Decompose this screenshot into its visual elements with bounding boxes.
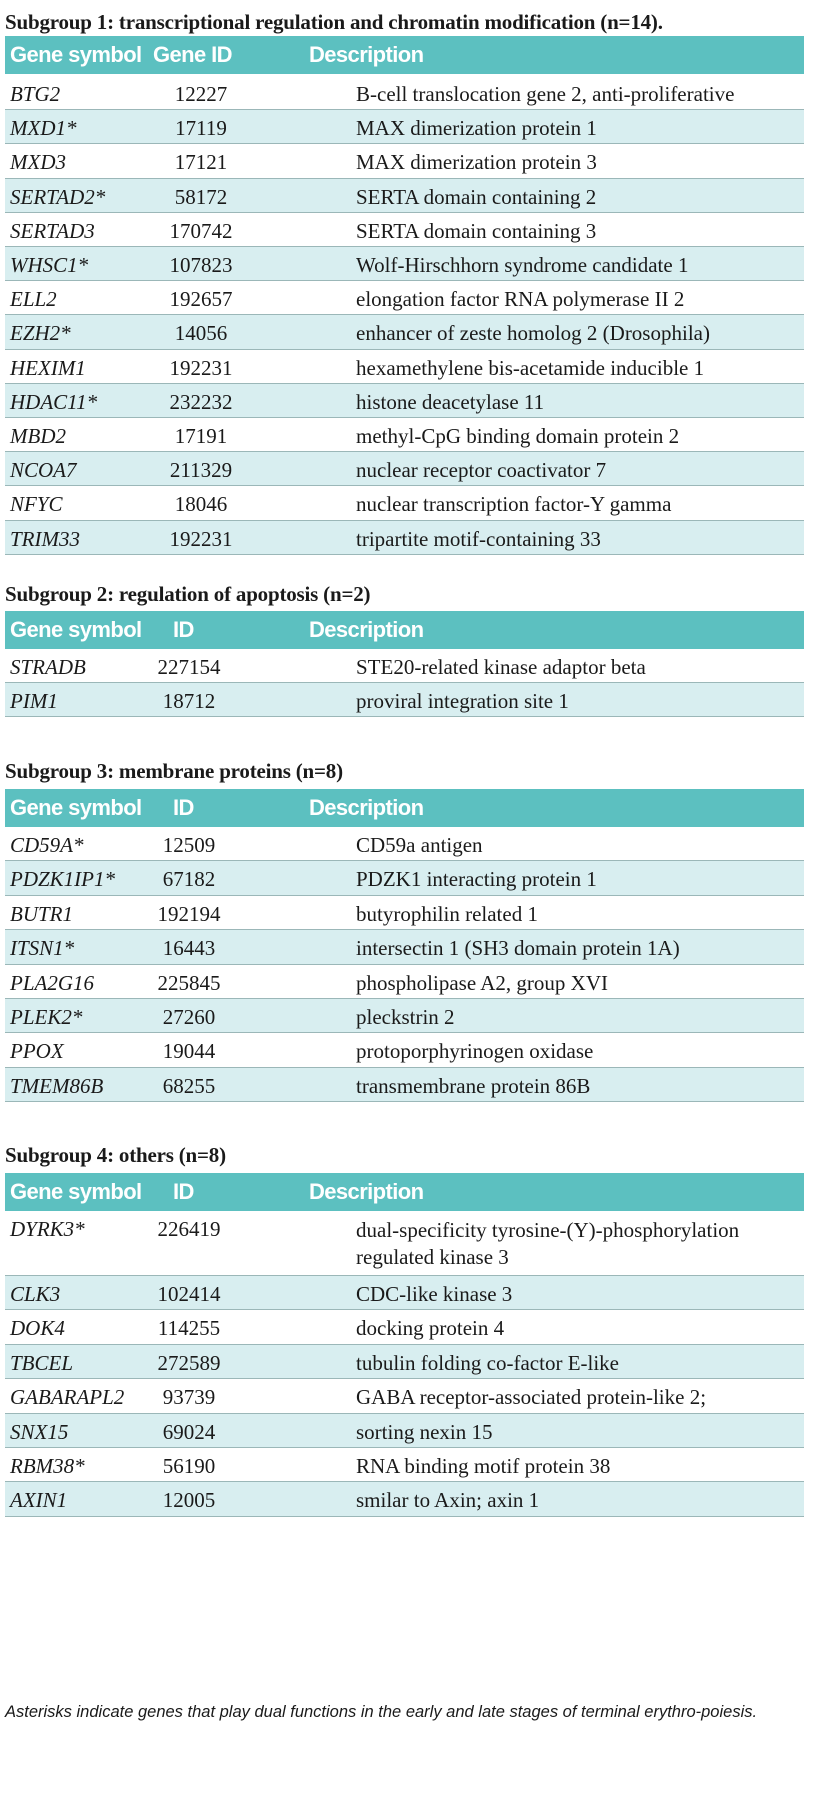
gene-symbol-cell: AXIN1 — [10, 1488, 68, 1513]
gene-id-cell: 192231 — [169, 355, 233, 380]
header-id: ID — [173, 617, 194, 642]
gene-id-cell: 18046 — [174, 492, 228, 517]
header-gene-symbol: Gene symbol — [10, 42, 142, 67]
gene-id-cell: 14056 — [174, 321, 228, 346]
description-cell: methyl-CpG binding domain protein 2 — [356, 424, 680, 448]
gene-id-cell: 69024 — [162, 1419, 216, 1444]
gene-symbol-cell: TBCEL — [10, 1350, 74, 1375]
table-row — [5, 1414, 804, 1448]
table-row — [5, 281, 804, 315]
table-row — [5, 1345, 804, 1379]
gene-symbol-cell: WHSC1* — [10, 253, 89, 277]
gene-symbol-cell: CD59A* — [10, 833, 84, 857]
table-row — [5, 213, 804, 247]
gene-id-cell: 226419 — [157, 1217, 221, 1241]
table-header — [5, 1173, 804, 1211]
gene-symbol-cell: HDAC11* — [10, 389, 98, 414]
table-row — [5, 965, 804, 999]
subgroup-title: Subgroup 4: others (n=8) — [5, 1143, 226, 1167]
gene-id-cell: 56190 — [162, 1454, 216, 1478]
table-row — [5, 827, 804, 861]
gene-id-cell: 58172 — [174, 184, 228, 209]
table-row — [5, 1068, 804, 1102]
gene-symbol-cell: MBD2 — [10, 424, 66, 448]
table-row — [5, 452, 804, 486]
gene-symbol-cell: MXD3 — [10, 150, 66, 175]
gene-symbol-cell: SNX15 — [10, 1419, 69, 1444]
table-row — [5, 1448, 804, 1482]
table-row — [5, 861, 804, 895]
description-cell: enhancer of zeste homolog 2 (Drosophila) — [356, 321, 710, 346]
gene-id-cell: 170742 — [169, 218, 233, 243]
gene-id-cell: 12227 — [174, 82, 228, 106]
gene-id-cell: 192194 — [157, 901, 221, 926]
gene-symbol-cell: SERTAD3 — [10, 218, 95, 243]
table-row — [5, 999, 804, 1033]
table-row — [5, 315, 804, 349]
subgroup-title: Subgroup 1: transcriptional regulation and chromatin modification (n=14). — [5, 10, 663, 34]
header-gene-symbol: Gene symbol — [10, 617, 142, 642]
gene-id-cell: 114255 — [157, 1316, 221, 1341]
gene-symbol-cell: NFYC — [10, 492, 63, 517]
gene-id-cell: 227154 — [157, 655, 221, 679]
table-row — [5, 649, 804, 683]
gene-symbol-cell: PIM1 — [10, 689, 58, 713]
description-cell: phospholipase A2, group XVI — [356, 970, 608, 995]
gene-id-cell: 17191 — [174, 424, 228, 448]
table-header — [5, 789, 804, 827]
description-cell: butyrophilin related 1 — [356, 901, 538, 926]
description-cell: SERTA domain containing 2 — [356, 184, 597, 209]
gene-symbol-cell: BUTR1 — [10, 901, 73, 926]
header-description: Description — [309, 795, 424, 820]
table-row — [5, 521, 804, 555]
gene-id-cell: 17121 — [174, 150, 228, 175]
gene-symbol-cell: PDZK1IP1* — [10, 867, 115, 892]
gene-id-cell: 16443 — [162, 936, 216, 961]
description-cell: MAX dimerization protein 1 — [356, 116, 597, 141]
header-id: ID — [173, 795, 194, 820]
table-row — [5, 930, 804, 964]
table-header — [5, 36, 804, 74]
gene-symbol-cell: PLA2G16 — [10, 970, 94, 995]
description-cell: docking protein 4 — [356, 1316, 505, 1341]
gene-id-cell: 232232 — [169, 389, 233, 414]
header-id: ID — [173, 1179, 194, 1204]
gene-symbol-cell: CLK3 — [10, 1282, 61, 1306]
gene-id-cell: 12005 — [162, 1488, 216, 1513]
header-id: Gene ID — [153, 42, 232, 67]
description-cell: MAX dimerization protein 3 — [356, 150, 597, 175]
footnote: Asterisks indicate genes that play dual functions in the early and late stages of terminal erythro-poiesis. — [5, 1703, 758, 1721]
gene-id-cell: 272589 — [157, 1350, 221, 1375]
table-row — [5, 1276, 804, 1310]
table-row — [5, 1482, 804, 1516]
description-cell: Wolf-Hirschhorn syndrome candidate 1 — [356, 253, 689, 277]
header-description: Description — [309, 42, 424, 67]
gene-symbol-cell: DYRK3* — [10, 1217, 85, 1241]
description-cell: STE20-related kinase adaptor beta — [356, 655, 646, 679]
gene-id-cell: 93739 — [162, 1385, 216, 1410]
table-row — [5, 683, 804, 717]
gene-symbol-cell: HEXIM1 — [10, 355, 86, 380]
subgroup-title: Subgroup 3: membrane proteins (n=8) — [5, 759, 343, 783]
description-cell: transmembrane protein 86B — [356, 1073, 591, 1098]
table-row — [5, 247, 804, 281]
gene-symbol-cell: BTG2 — [10, 82, 61, 106]
gene-id-cell: 225845 — [157, 970, 221, 995]
gene-symbol-cell: STRADB — [10, 655, 86, 679]
table-row — [5, 384, 804, 418]
description-cell: elongation factor RNA polymerase II 2 — [356, 287, 685, 312]
gene-symbol-cell: EZH2* — [10, 321, 71, 346]
header-description: Description — [309, 617, 424, 642]
table-row — [5, 144, 804, 178]
gene-symbol-cell: MXD1* — [10, 116, 77, 141]
gene-symbol-cell: TMEM86B — [10, 1073, 104, 1098]
table-row — [5, 418, 804, 452]
gene-id-cell: 102414 — [157, 1282, 221, 1306]
description-cell: tubulin folding co-factor E-like — [356, 1350, 620, 1375]
table-row — [5, 1379, 804, 1413]
gene-symbol-cell: NCOA7 — [10, 458, 77, 483]
header-gene-symbol: Gene symbol — [10, 1179, 142, 1204]
description-cell: hexamethylene bis-acetamide inducible 1 — [356, 355, 705, 380]
gene-id-cell: 211329 — [169, 458, 233, 483]
gene-id-cell: 12509 — [162, 833, 216, 857]
gene-id-cell: 19044 — [162, 1039, 216, 1064]
table-row — [5, 1211, 804, 1276]
table-row — [5, 1310, 804, 1344]
table-row — [5, 1033, 804, 1067]
gene-symbol-cell: ELL2 — [10, 287, 57, 312]
description-cell: histone deacetylase 11 — [356, 389, 545, 414]
table-row — [5, 179, 804, 213]
gene-symbol-cell: ITSN1* — [10, 936, 75, 961]
description-cell: pleckstrin 2 — [356, 1005, 455, 1029]
gene-symbol-cell: TRIM33 — [10, 526, 80, 551]
subgroup-title: Subgroup 2: regulation of apoptosis (n=2) — [5, 582, 371, 606]
gene-symbol-cell: SERTAD2* — [10, 184, 106, 209]
table-row — [5, 486, 804, 520]
gene-id-cell: 192657 — [169, 287, 233, 312]
gene-id-cell: 17119 — [175, 116, 227, 141]
gene-symbol-cell: GABARAPL2 — [10, 1385, 125, 1410]
description-cell: RNA binding motif protein 38 — [356, 1454, 611, 1478]
description-cell: dual-specificity tyrosine-(Y)-phosphorylation regulated kinase 3 — [356, 1218, 740, 1270]
table-header — [5, 611, 804, 649]
gene-id-cell: 68255 — [162, 1073, 216, 1098]
description-cell: sorting nexin 15 — [356, 1419, 493, 1444]
header-gene-symbol: Gene symbol — [10, 795, 142, 820]
gene-symbol-cell: PLEK2* — [10, 1005, 83, 1029]
description-cell: CDC-like kinase 3 — [356, 1282, 513, 1306]
description-cell: B-cell translocation gene 2, anti-proliferative — [356, 82, 735, 106]
gene-id-cell: 192231 — [169, 526, 233, 551]
table-row — [5, 896, 804, 930]
table-row — [5, 350, 804, 384]
gene-symbol-cell: PPOX — [10, 1039, 64, 1064]
description-cell: PDZK1 interacting protein 1 — [356, 867, 597, 892]
gene-symbol-cell: DOK4 — [10, 1316, 65, 1341]
header-description: Description — [309, 1179, 424, 1204]
description-cell: SERTA domain containing 3 — [356, 218, 597, 243]
description-cell: smilar to Axin; axin 1 — [356, 1488, 540, 1513]
table-row — [5, 110, 804, 144]
description-cell: CD59a antigen — [356, 833, 483, 857]
description-cell: nuclear receptor coactivator 7 — [356, 458, 607, 483]
description-cell: protoporphyrinogen oxidase — [356, 1039, 594, 1064]
description-cell: tripartite motif-containing 33 — [356, 526, 601, 551]
description-cell: GABA receptor-associated protein-like 2; — [356, 1385, 707, 1410]
description-cell: nuclear transcription factor-Y gamma — [356, 492, 672, 517]
description-cell: intersectin 1 (SH3 domain protein 1A) — [356, 936, 680, 961]
gene-id-cell: 107823 — [169, 253, 233, 277]
table-row — [5, 76, 804, 110]
gene-id-cell: 67182 — [162, 867, 216, 892]
gene-id-cell: 18712 — [162, 689, 216, 713]
gene-id-cell: 27260 — [162, 1005, 216, 1029]
description-cell: proviral integration site 1 — [356, 689, 569, 713]
gene-symbol-cell: RBM38* — [10, 1454, 85, 1478]
